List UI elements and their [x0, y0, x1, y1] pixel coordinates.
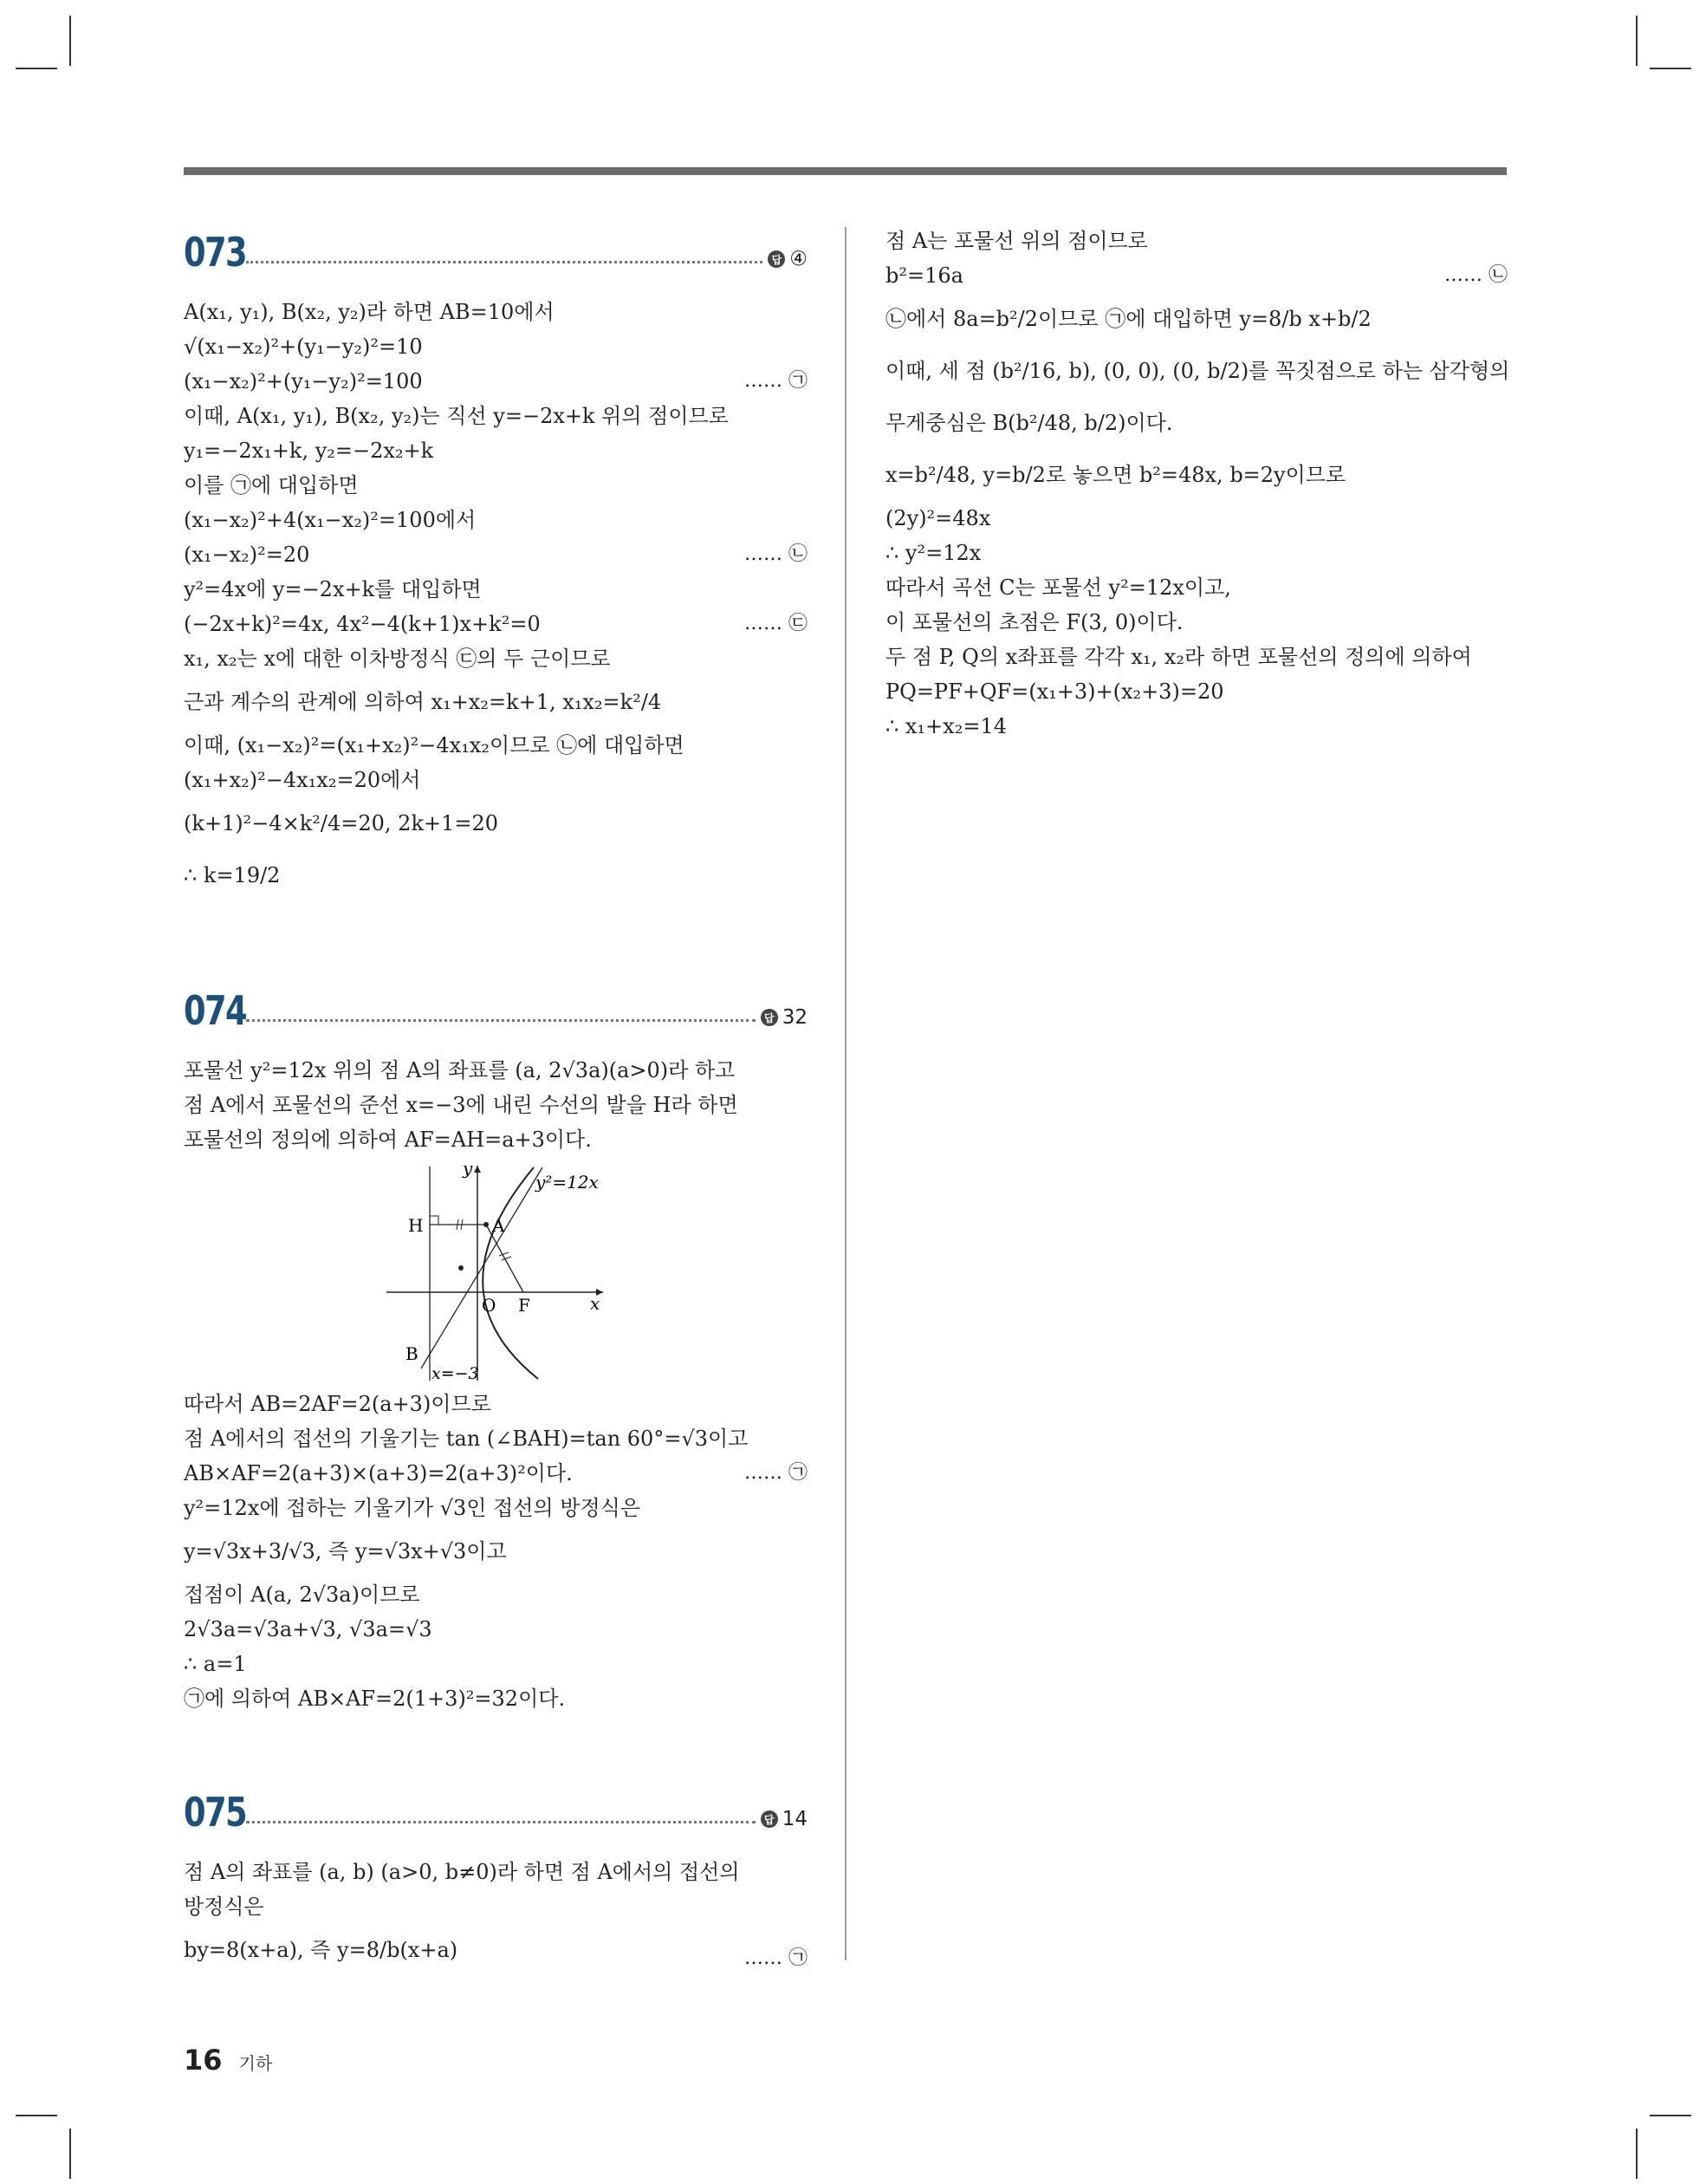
solution-line	[885, 570, 1508, 605]
line-text: (x₁−x₂)²+(y₁−y₂)²=100	[184, 369, 423, 393]
curve-label: y²=12x	[535, 1172, 599, 1193]
line-text: PQ=PF+QF=(x₁+3)+(x₂+3)=20	[885, 679, 1224, 704]
solution-line	[885, 501, 1508, 536]
solution-line	[184, 1525, 808, 1577]
leader-dots	[246, 261, 762, 263]
solution-line	[184, 1456, 808, 1491]
answer-icon: 답	[761, 1009, 778, 1026]
solution-lines	[184, 1053, 808, 1157]
line-text: b²=16a	[885, 263, 963, 288]
line-text: y=√3x+3/√3, 즉 y=√3x+√3이고	[184, 1539, 507, 1563]
crop-mark	[1650, 2115, 1691, 2116]
solution-line	[184, 1889, 808, 1924]
crop-mark	[16, 68, 57, 69]
problem-number: 075	[184, 1789, 247, 1836]
parabola-curve	[483, 1167, 538, 1379]
answer-value: 14	[782, 1808, 808, 1830]
page-number: 16	[184, 2044, 223, 2077]
solution-line	[184, 1122, 808, 1157]
line-text: A(x₁, y₁), B(x₂, y₂)라 하면 AB=10에서	[184, 300, 555, 324]
y-axis-arrow	[474, 1166, 481, 1173]
solution-lines	[885, 224, 1508, 744]
line-text: 이때, (x₁−x₂)²=(x₁+x₂)²−4x₁x₂이므로 ㉡에 대입하면	[184, 733, 684, 757]
line-text: 두 점 P, Q의 x좌표를 각각 x₁, x₂라 하면 포물선의 정의에 의하여	[885, 645, 1472, 669]
crop-mark	[69, 2129, 71, 2179]
line-text: 이때, 세 점 (b²/16, b), (0, 0), (0, b/2)를 꼭짓점으로 하는 삼각형의	[885, 359, 1510, 383]
solution-line	[885, 449, 1508, 501]
equation-tag: …… ㉢	[744, 613, 808, 634]
line-text: AB×AF=2(a+3)×(a+3)=2(a+3)²이다.	[184, 1461, 573, 1485]
answer	[768, 248, 808, 270]
line-text: x₁, x₂는 x에 대한 이차방정식 ㉢의 두 근이므로	[184, 647, 611, 671]
line-text: 포물선 y²=12x 위의 점 A의 좌표를 (a, 2√3a)(a>0)라 하고	[184, 1058, 736, 1082]
answer-icon: 답	[761, 1810, 778, 1828]
problem-073	[184, 227, 808, 901]
right-angle-mark	[430, 1216, 438, 1225]
solution-line	[184, 763, 808, 797]
line-text: by=8(x+a), 즉 y=8/b(x+a)	[184, 1938, 458, 1962]
solution-line	[885, 397, 1508, 449]
solution-line	[184, 399, 808, 433]
point-midpoint	[458, 1265, 464, 1271]
equation-tag: …… ㉠	[744, 370, 808, 392]
line-text: (2y)²=48x	[885, 506, 991, 530]
line-text: 방정식은	[184, 1895, 264, 1919]
right-column	[885, 224, 1508, 744]
equation-tag: …… ㉠	[744, 1947, 808, 1969]
answer-value: ④	[789, 248, 808, 270]
line-text: ∴ k=19/2	[184, 863, 281, 887]
answer-icon: 답	[768, 250, 785, 268]
solution-line	[184, 329, 808, 364]
solution-line	[184, 607, 808, 641]
line-text: (k+1)²−4×k²/4=20, 2k+1=20	[184, 811, 499, 835]
solution-line	[885, 640, 1508, 674]
line-text: ㉠에 의하여 AB×AF=2(1+3)²=32이다.	[184, 1687, 566, 1711]
problem-075	[184, 1787, 808, 1976]
line-text: ㉡에서 8a=b²/2이므로 ㉠에 대입하면 y=8/b x+b/2	[885, 307, 1372, 331]
point-a	[483, 1222, 489, 1227]
crop-mark	[1650, 68, 1691, 69]
solution-line	[184, 1681, 808, 1716]
solution-line	[184, 1053, 808, 1088]
line-text: 2√3a=√3a+√3, √3a=√3	[184, 1617, 432, 1641]
solution-line	[184, 468, 808, 503]
column-divider	[845, 227, 847, 1960]
line-text: ∴ x₁+x₂=14	[885, 714, 1007, 738]
line-text: 무게중심은 B(b²/48, b/2)이다.	[885, 411, 1173, 435]
problem-074	[184, 985, 808, 1716]
label-a: A	[492, 1215, 505, 1236]
line-text: x=b²/48, y=b/2로 놓으면 b²=48x, b=2y이므로	[885, 463, 1346, 487]
line-text: y²=4x에 y=−2x+k를 대입하면	[184, 577, 482, 601]
line-text: 따라서 곡선 C는 포물선 y²=12x이고,	[885, 575, 1231, 600]
crop-mark	[1636, 16, 1638, 66]
section-name: 기하	[238, 2053, 273, 2074]
solution-line	[184, 503, 808, 537]
solution-line	[885, 674, 1508, 709]
label-h: H	[408, 1215, 424, 1236]
solution-line	[184, 676, 808, 728]
problem-header	[184, 1787, 808, 1836]
solution-line	[184, 1647, 808, 1681]
line-text: (x₁−x₂)²+4(x₁−x₂)²=100에서	[184, 508, 477, 532]
problem-number: 074	[184, 987, 247, 1034]
parabola-figure	[386, 1162, 612, 1383]
line-text: (x₁−x₂)²=20	[184, 543, 310, 567]
equation-tag: …… ㉠	[744, 1462, 808, 1484]
equation-tag: …… ㉡	[744, 543, 808, 565]
x-axis-label: x	[590, 1293, 600, 1314]
label-b: B	[405, 1343, 418, 1364]
solution-line	[184, 797, 808, 849]
line-text: 점 A에서 포물선의 준선 x=−3에 내린 수선의 발을 H라 하면	[184, 1093, 738, 1117]
line-text: 접점이 A(a, 2√3a)이므로	[184, 1583, 420, 1607]
header-rule	[184, 167, 1507, 175]
answer	[761, 1006, 808, 1029]
solution-line	[184, 433, 808, 468]
solution-line	[885, 293, 1508, 345]
y-axis-label: y	[463, 1162, 473, 1179]
leader-dots	[246, 1821, 756, 1823]
solution-line	[184, 1387, 808, 1421]
tick-mark	[499, 1252, 509, 1256]
page-footer	[184, 2044, 272, 2077]
solution-line	[184, 1491, 808, 1525]
equation-tag: …… ㉡	[1444, 264, 1508, 286]
solution-line	[184, 641, 808, 676]
line-text: 이를 ㉠에 대입하면	[184, 473, 359, 497]
solution-line	[184, 1855, 808, 1889]
line-text: 따라서 AB=2AF=2(a+3)이므로	[184, 1392, 491, 1416]
leader-dots	[246, 1019, 756, 1022]
line-text: ∴ y²=12x	[885, 541, 982, 565]
problem-header	[184, 985, 808, 1034]
line-text: 이 포물선의 초점은 F(3, 0)이다.	[885, 610, 1184, 634]
tick-mark	[502, 1257, 511, 1260]
solution-line	[184, 1924, 808, 1976]
line-text: ∴ a=1	[184, 1652, 247, 1676]
solution-line	[885, 709, 1508, 744]
solution-lines	[184, 1855, 808, 1976]
solution-lines	[184, 1387, 808, 1716]
line-text: 점 A는 포물선 위의 점이므로	[885, 229, 1148, 253]
crop-mark	[1636, 2129, 1638, 2179]
solution-line	[184, 572, 808, 607]
problem-number: 073	[184, 229, 247, 276]
line-text: 점 A의 좌표를 (a, b) (a>0, b≠0)라 하면 점 A에서의 접선의	[184, 1860, 740, 1884]
solution-line	[184, 849, 808, 901]
answer-value: 32	[782, 1006, 808, 1029]
solution-lines	[184, 295, 808, 901]
line-text: 점 A에서의 접선의 기울기는 tan (∠BAH)=tan 60°=√3이고	[184, 1427, 749, 1451]
line-text: 근과 계수의 관계에 의하여 x₁+x₂=k+1, x₁x₂=k²/4	[184, 690, 662, 714]
line-text: (x₁+x₂)²−4x₁x₂=20에서	[184, 768, 421, 792]
crop-mark	[16, 2115, 57, 2116]
solution-line	[184, 295, 808, 329]
solution-line	[885, 605, 1508, 640]
label-f: F	[518, 1295, 530, 1316]
solution-line	[885, 258, 1508, 293]
line-text: 이때, A(x₁, y₁), B(x₂, y₂)는 직선 y=−2x+k 위의 점이므로	[184, 404, 729, 428]
directrix-label: x=−3	[431, 1364, 479, 1383]
problem-header	[184, 227, 808, 276]
line-text: (−2x+k)²=4x, 4x²−4(k+1)x+k²=0	[184, 612, 541, 636]
solution-line	[885, 224, 1508, 258]
solution-line	[184, 364, 808, 399]
solution-line	[184, 537, 808, 572]
solution-line	[184, 1612, 808, 1647]
solution-line	[885, 345, 1508, 397]
crop-mark	[69, 16, 71, 66]
answer	[761, 1808, 808, 1830]
line-text: y²=12x에 접하는 기울기가 √3인 접선의 방정식은	[184, 1496, 641, 1520]
solution-line	[184, 1088, 808, 1122]
tangent-line	[421, 1167, 542, 1368]
line-text: y₁=−2x₁+k, y₂=−2x₂+k	[184, 439, 434, 463]
line-text: √(x₁−x₂)²+(y₁−y₂)²=10	[184, 335, 423, 359]
solution-line	[184, 1421, 808, 1456]
solution-line	[885, 536, 1508, 570]
solution-line	[184, 728, 808, 763]
label-o: O	[482, 1295, 496, 1316]
solution-line	[184, 1577, 808, 1612]
line-text: 포물선의 정의에 의하여 AF=AH=a+3이다.	[184, 1128, 592, 1152]
